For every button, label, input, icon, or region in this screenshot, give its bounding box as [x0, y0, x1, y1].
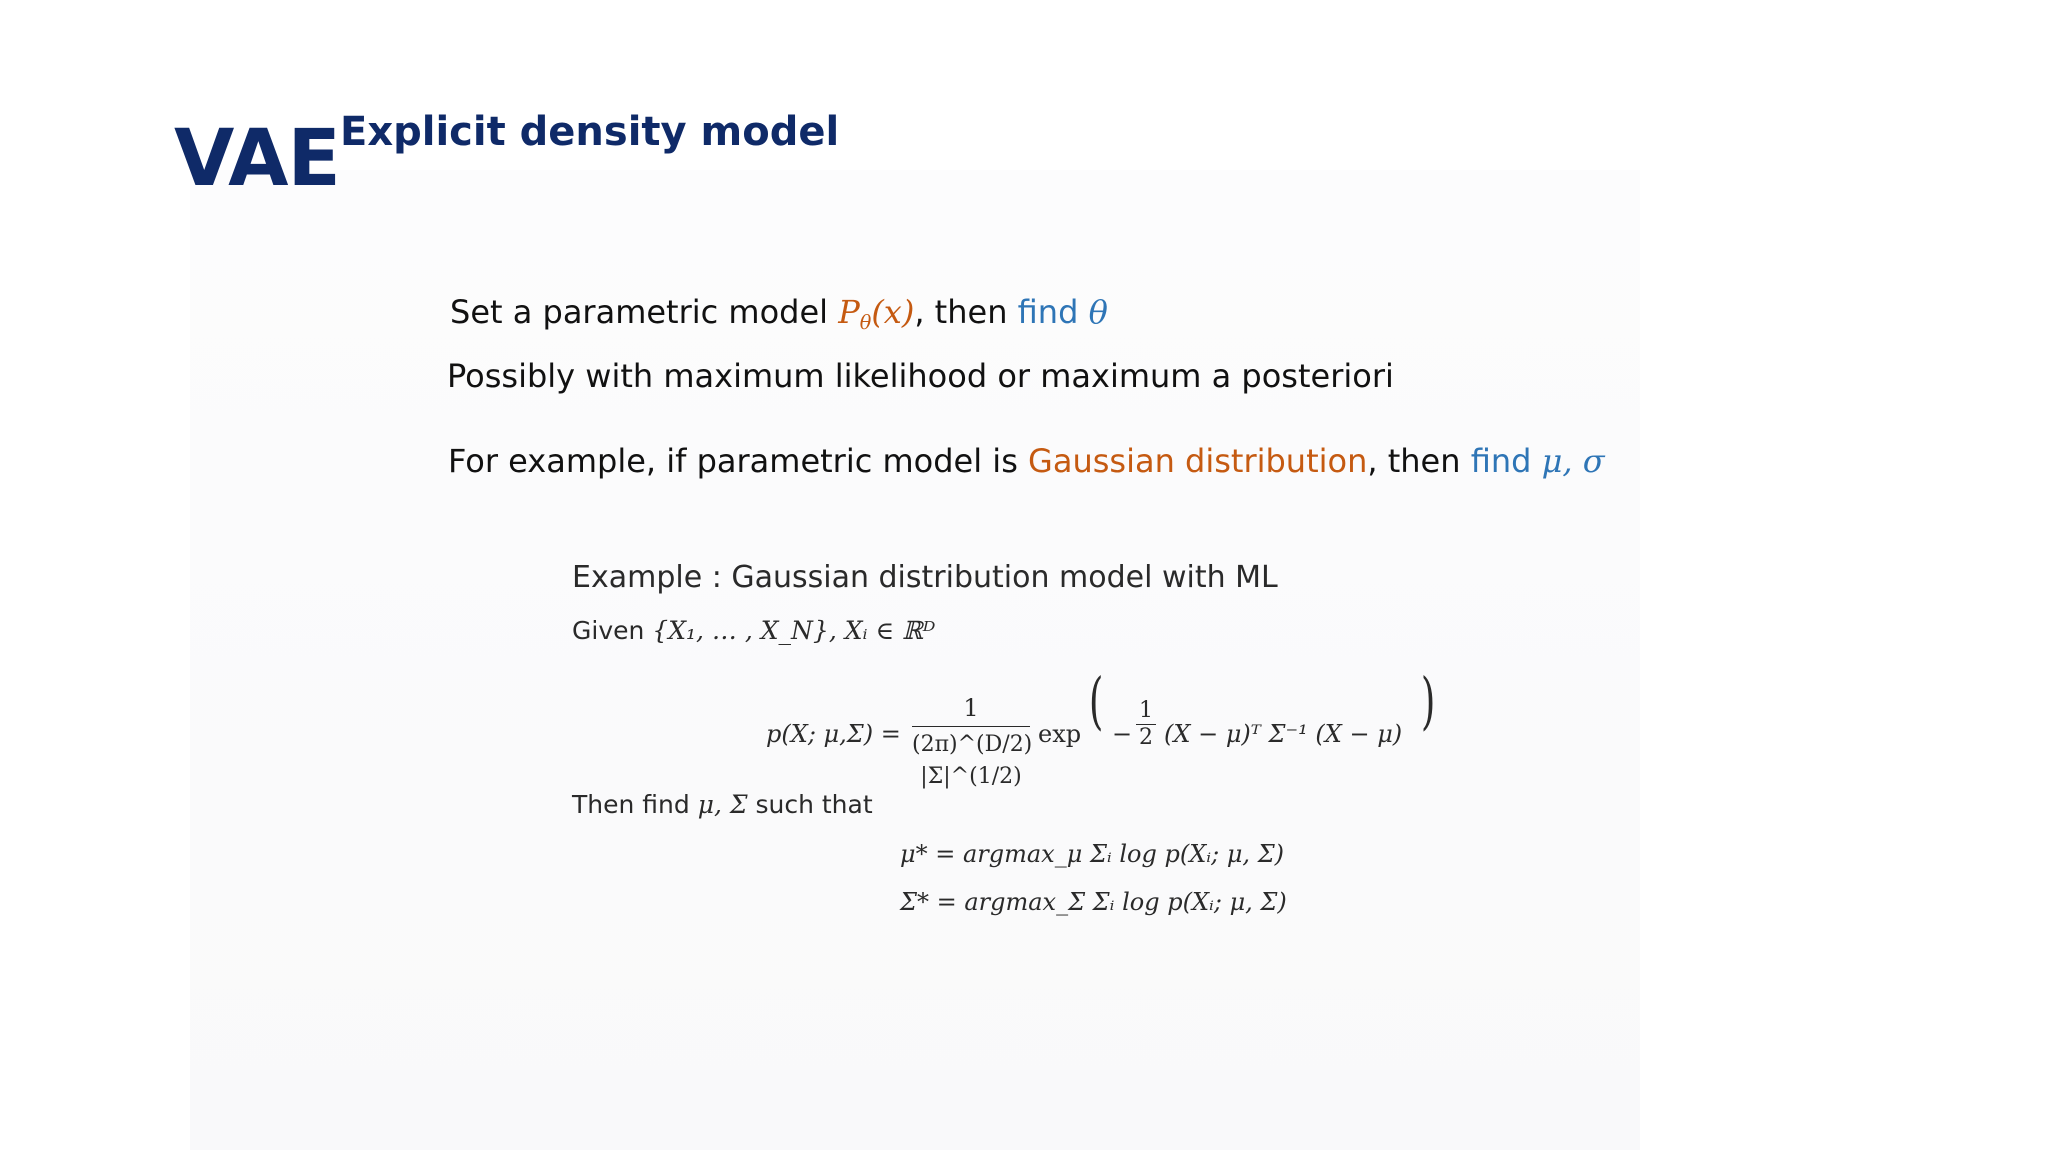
bullet-text: For example, if parametric model is: [448, 442, 1029, 480]
pdf-exp: exp: [1038, 720, 1082, 748]
pdf-denominator: (2π)^(D/2) |Σ|^(1/2): [912, 732, 1033, 789]
close-paren: ): [1420, 664, 1436, 737]
bullet-parametric-model: [450, 293, 1108, 334]
slide-title: VAE: [174, 114, 340, 204]
example-figure: [560, 550, 1436, 940]
pdf-lhs: p(X; μ,Σ) =: [766, 720, 901, 748]
open-paren: (: [1088, 664, 1104, 737]
pdf-numerator: 1: [963, 694, 979, 722]
argmax-sigma: Σ* = argmax_Σ Σᵢ log p(Xᵢ; μ, Σ): [900, 888, 1287, 916]
bullet-text: , then: [1367, 442, 1471, 480]
slide-subtitle: Explicit density model: [340, 109, 840, 155]
bullet-text: Set a parametric model: [450, 293, 839, 331]
find-text: find: [1017, 293, 1089, 331]
model-symbol: $P_\theta(x)$: [838, 293, 915, 334]
pdf-exp-inner: (X − μ)ᵀ Σ⁻¹ (X − μ): [1164, 720, 1403, 748]
example-then: Then find μ, Σ such that: [572, 790, 873, 819]
example-given: Given {X₁, … , X_N}, Xᵢ ∈ ℝᴰ: [572, 616, 936, 645]
gaussian-pdf-formula: [766, 664, 1436, 789]
find-text: find: [1470, 442, 1542, 480]
theta-symbol: θ: [1088, 293, 1108, 331]
bullet-maximum-likelihood: Possibly with maximum likelihood or maximum a posteriori: [447, 357, 1394, 395]
bullet-text: , then: [914, 293, 1018, 331]
minus-sign: −: [1112, 720, 1133, 748]
pdf-fraction: [912, 692, 1033, 793]
mu-sigma-symbols: μ, σ: [1541, 442, 1605, 480]
bullet-gaussian-example: [448, 442, 1605, 480]
one-half: 1 2: [1136, 698, 1156, 751]
argmax-mu: μ* = argmax_μ Σᵢ log p(Xᵢ; μ, Σ): [900, 840, 1285, 868]
example-title: Example : Gaussian distribution model with ML: [572, 560, 1278, 595]
gaussian-highlight: Gaussian distribution: [1028, 442, 1368, 480]
given-set-math: {X₁, … , X_N}, Xᵢ ∈ ℝᴰ: [652, 616, 936, 645]
